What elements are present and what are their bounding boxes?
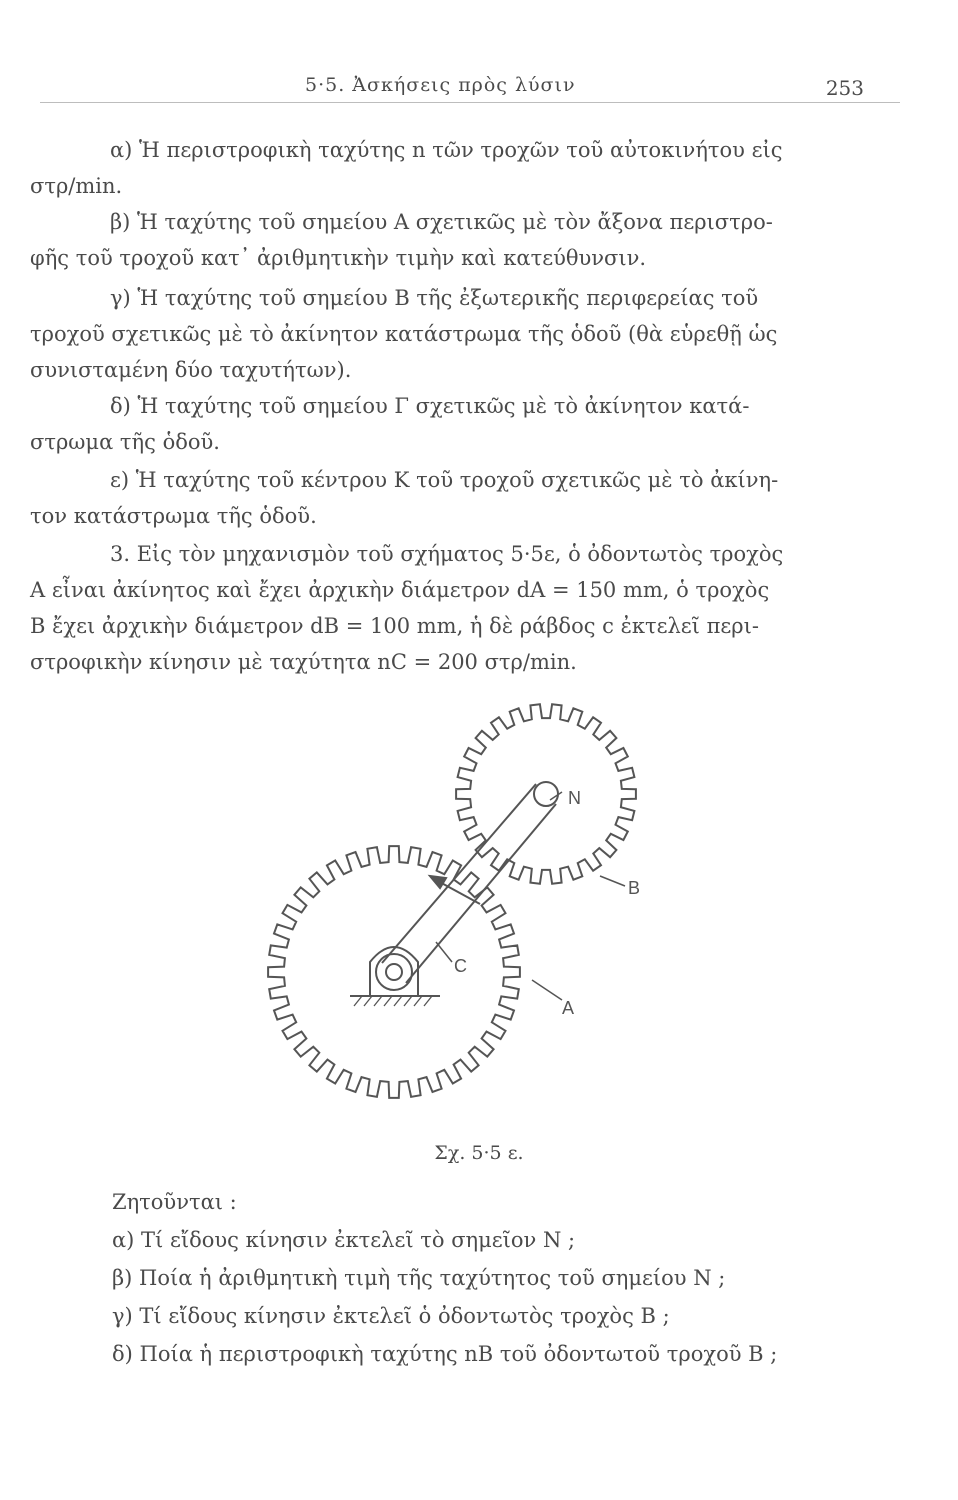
requested-item: α) Τί εἴδους κίνησιν ἐκτελεῖ τὸ σημεῖον N ;: [112, 1228, 576, 1252]
text-line: ε) Ἡ ταχύτης τοῦ κέντρου K τοῦ τροχοῦ σχετικῶς μὲ τὸ ἀκίνη-: [110, 468, 779, 492]
figure-caption: Σχ. 5·5 ε.: [434, 1142, 524, 1164]
label-b: B: [628, 878, 641, 898]
text-line: τον κατάστρωμα τῆς ὁδοῦ.: [30, 504, 317, 528]
text-line: στρωμα τῆς ὁδοῦ.: [30, 430, 220, 454]
section-title: 5·5. Ἀσκήσεις πρὸς λύσιν: [305, 74, 576, 96]
requested-item: γ) Τί εἴδους κίνησιν ἐκτελεῖ ὁ ὀδοντωτὸς τροχὸς B ;: [112, 1304, 670, 1328]
text-line: β) Ἡ ταχύτης τοῦ σημείου A σχετικῶς μὲ τὸν ἄξονα περιστρο-: [110, 210, 773, 234]
text-line: A εἶναι ἀκίνητος καὶ ἔχει ἀρχικὴν διάμετρον dA = 150 mm, ὁ τροχὸς: [30, 578, 770, 602]
requested-item: β) Ποία ἡ ἀριθμητικὴ τιμὴ τῆς ταχύτητος τοῦ σημείου N ;: [112, 1266, 726, 1290]
label-c: C: [454, 956, 467, 976]
text-line: γ) Ἡ ταχύτης τοῦ σημείου B τῆς ἐξωτερικῆς περιφερείας τοῦ: [110, 286, 759, 310]
crank-arm-c: [376, 782, 558, 990]
gear-mechanism-figure: [250, 700, 670, 1130]
page-header: [40, 70, 900, 103]
page-number: 253: [825, 76, 864, 100]
text-line: φῆς τοῦ τροχοῦ κατ᾽ ἀριθμητικὴν τιμὴν καὶ κατεύθυνσιν.: [30, 246, 647, 270]
label-n: N: [568, 788, 581, 808]
text-line: στροφικὴν κίνησιν μὲ ταχύτητα nC = 200 στρ/min.: [30, 650, 577, 674]
label-a: A: [562, 998, 575, 1018]
text-line: 3. Εἰς τὸν μηχανισμὸν τοῦ σχήματος 5·5ε, ὁ ὀδοντωτὸς τροχὸς: [110, 542, 784, 566]
text-line: τροχοῦ σχετικῶς μὲ τὸ ἀκίνητον κατάστρωμα τῆς ὁδοῦ (θὰ εὑρεθῇ ὡς: [30, 322, 778, 346]
text-line: στρ/min.: [30, 174, 123, 198]
text-line: B ἔχει ἀρχικὴν διάμετρον dB = 100 mm, ἡ δὲ ράβδος c ἐκτελεῖ περι-: [30, 614, 759, 638]
text-line: α) Ἡ περιστροφικὴ ταχύτης n τῶν τροχῶν τοῦ αὐτοκινήτου εἰς: [110, 138, 783, 162]
requested-item: δ) Ποία ἡ περιστροφικὴ ταχύτης nB τοῦ ὀδοντωτοῦ τροχοῦ B ;: [112, 1342, 778, 1366]
text-line: δ) Ἡ ταχύτης τοῦ σημείου Γ σχετικῶς μὲ τὸ ἀκίνητον κατά-: [110, 394, 750, 418]
text-line: συνισταμένη δύο ταχυτήτων).: [30, 358, 352, 382]
requested-heading: Ζητοῦνται :: [112, 1190, 237, 1214]
